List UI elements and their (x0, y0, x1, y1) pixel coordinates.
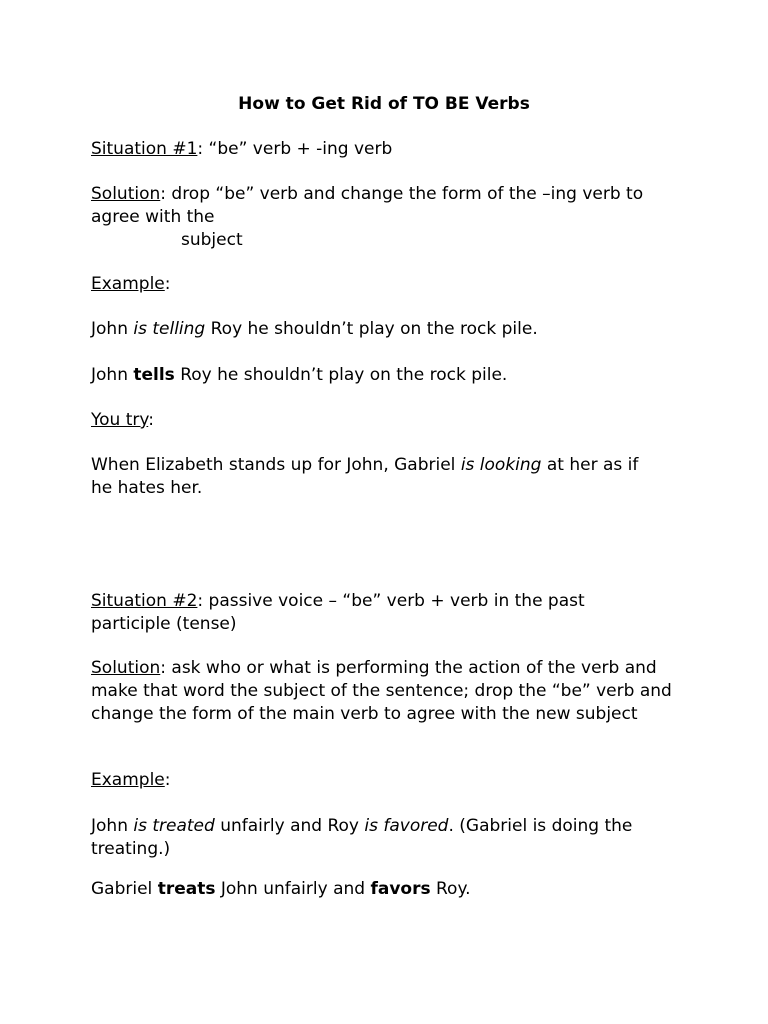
you-try-heading: You try: (91, 410, 154, 430)
example-1-sentence-revised: John tells Roy he shouldn’t play on the rock pile. (91, 365, 508, 385)
situation-2-label: Situation #2 (91, 591, 198, 611)
solution-2-text: : ask who or what is performing the action of the verb and make that word the subject of the sentence; drop the “be” verb and change the form of the main verb to agree with the new subject (91, 658, 672, 724)
example-2-sentence-revised: Gabriel treats John unfairly and favors Roy. (91, 879, 471, 899)
solution-1-label: Solution (91, 184, 161, 204)
situation-1-description: : “be” verb + -ing verb (197, 139, 393, 159)
example-1-sentence-original: John is telling Roy he shouldn’t play on the rock pile. (91, 319, 538, 339)
solution-1-text: : drop “be” verb and change the form of the –ing verb to agree with the (91, 184, 644, 227)
example-1-heading: Example: (91, 274, 171, 294)
solution-2-label: Solution (91, 658, 161, 678)
situation-2-solution (91, 657, 681, 726)
be-verb-phrase: is telling (133, 319, 206, 339)
situation-2-heading (91, 590, 661, 636)
solution-1-text-continued: subject (181, 230, 243, 250)
revised-verb: favors (370, 879, 431, 899)
be-verb-phrase: is looking (460, 455, 542, 475)
be-verb-phrase: is favored (364, 816, 449, 836)
situation-1-heading (91, 138, 691, 161)
example-2-heading: Example: (91, 770, 171, 790)
example-2-label: Example (91, 770, 165, 790)
page-title: How to Get Rid of TO BE Verbs (238, 94, 530, 114)
you-try-label: You try (91, 410, 149, 430)
revised-verb: tells (133, 365, 175, 385)
be-verb-phrase: is treated (133, 816, 215, 836)
example-1-label: Example (91, 274, 165, 294)
example-2-sentence-original: John is treated unfairly and Roy is favored. (Gabriel is doing the treating.) (91, 816, 633, 859)
revised-verb: treats (157, 879, 216, 899)
situation-1-solution (91, 183, 661, 252)
situation-1-label: Situation #1 (91, 139, 198, 159)
situation-2-description: : passive voice – “be” verb + verb in the past participle (tense) (91, 591, 585, 634)
you-try-sentence: When Elizabeth stands up for John, Gabriel is looking at her as if he hates her. (91, 455, 639, 498)
